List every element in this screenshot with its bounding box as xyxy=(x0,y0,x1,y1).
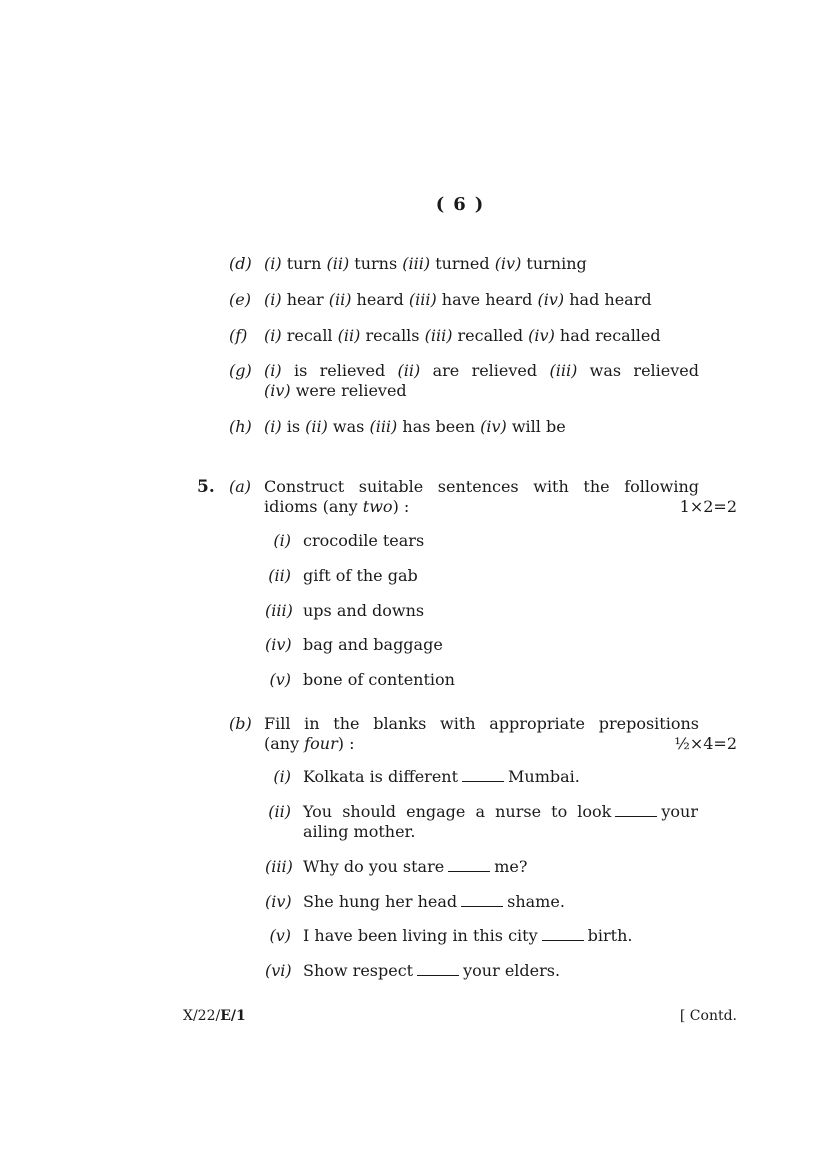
question-5a-line1: Construct suitable sentences with the following xyxy=(264,477,699,496)
option-text-line1: (i) is relieved (ii) are relieved (iii) was relieved xyxy=(264,361,699,380)
answer-blank xyxy=(615,804,657,817)
answer-blank xyxy=(462,769,504,782)
option-text: (i) turn (ii) turns (iii) turned (iv) turning xyxy=(264,254,587,273)
answer-blank xyxy=(542,928,584,941)
answer-blank xyxy=(448,859,490,872)
question-number: 5. xyxy=(197,477,215,497)
question-5b-line1: Fill in the blanks with appropriate prepositions xyxy=(264,714,699,733)
option-text-line2: (iv) were relieved xyxy=(264,381,407,400)
option-text: (i) recall (ii) recalls (iii) recalled (iv) had recalled xyxy=(264,326,661,345)
marks-5b: ½×4=2 xyxy=(674,734,737,753)
option-text: (i) is (ii) was (iii) has been (iv) will be xyxy=(264,417,566,436)
marks-5a: 1×2=2 xyxy=(679,497,737,516)
answer-blank xyxy=(461,894,503,907)
page-number: ( 6 ) xyxy=(435,194,485,215)
question-5a-line2: idioms (any two) : xyxy=(264,497,410,516)
answer-blank xyxy=(417,963,459,976)
continued-label: [ Contd. xyxy=(679,1008,737,1024)
option-text: (i) hear (ii) heard (iii) have heard (iv) had heard xyxy=(264,290,652,309)
question-5b-line2: (any four) : xyxy=(264,734,355,753)
paper-code: X/22/E/1 xyxy=(183,1008,246,1024)
